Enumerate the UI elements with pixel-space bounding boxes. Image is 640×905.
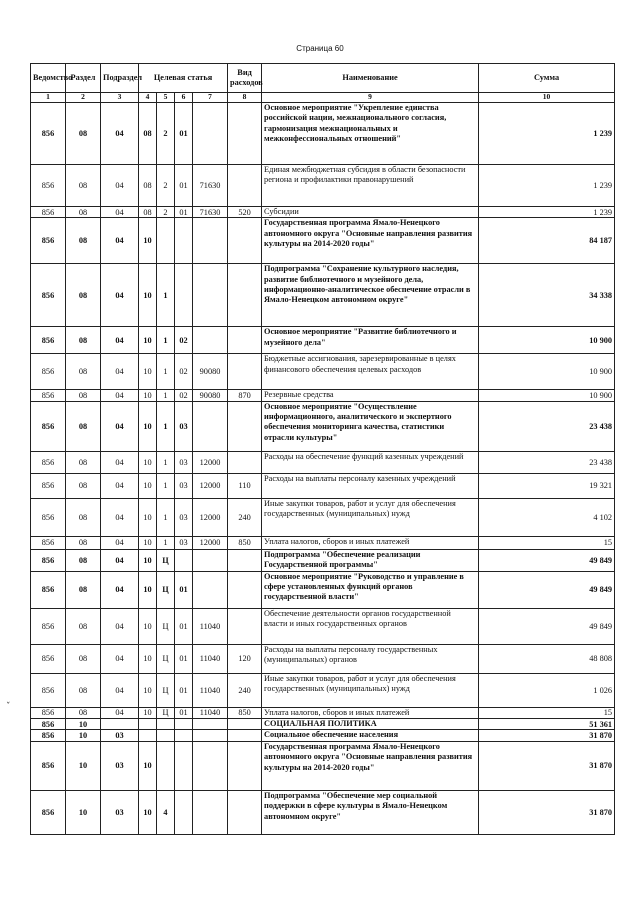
table-row bbox=[31, 790, 615, 834]
target-article-2-cell: Ц bbox=[157, 571, 175, 608]
table-row bbox=[31, 719, 615, 730]
header-name: Наименование bbox=[262, 64, 479, 93]
target-article-2-cell bbox=[157, 730, 175, 741]
target-article-1-cell: 10 bbox=[139, 644, 157, 673]
target-article-2-cell bbox=[157, 218, 175, 264]
amount-cell: 31 870 bbox=[479, 730, 615, 741]
table-row bbox=[31, 390, 615, 401]
expense-type-cell bbox=[228, 730, 262, 741]
target-article-4-cell: 12000 bbox=[193, 536, 228, 549]
target-article-2-cell: Ц bbox=[157, 707, 175, 718]
target-article-1-cell: 10 bbox=[139, 536, 157, 549]
target-article-3-cell bbox=[175, 790, 193, 834]
vedomstvo-cell: 856 bbox=[31, 536, 66, 549]
target-article-2-cell: 1 bbox=[157, 536, 175, 549]
amount-cell: 31 870 bbox=[479, 741, 615, 790]
column-number: 5 bbox=[157, 93, 175, 103]
amount-cell: 1 239 bbox=[479, 103, 615, 165]
vedomstvo-cell: 856 bbox=[31, 218, 66, 264]
target-article-4-cell bbox=[193, 103, 228, 165]
expense-type-cell bbox=[228, 451, 262, 473]
target-article-4-cell: 11040 bbox=[193, 608, 228, 644]
target-article-2-cell: 1 bbox=[157, 390, 175, 401]
amount-cell: 23 438 bbox=[479, 401, 615, 451]
razdel-cell: 08 bbox=[66, 390, 101, 401]
vedomstvo-cell: 856 bbox=[31, 451, 66, 473]
target-article-4-cell bbox=[193, 741, 228, 790]
razdel-cell: 08 bbox=[66, 673, 101, 707]
target-article-2-cell bbox=[157, 741, 175, 790]
table-row bbox=[31, 473, 615, 498]
name-cell: Уплата налогов, сборов и иных платежей bbox=[262, 707, 479, 718]
target-article-2-cell: Ц bbox=[157, 644, 175, 673]
razdel-cell: 08 bbox=[66, 498, 101, 536]
podrazdel-cell: 04 bbox=[101, 498, 139, 536]
target-article-1-cell: 10 bbox=[139, 327, 157, 354]
target-article-1-cell: 10 bbox=[139, 707, 157, 718]
table-row bbox=[31, 451, 615, 473]
podrazdel-cell: 04 bbox=[101, 218, 139, 264]
amount-cell: 10 900 bbox=[479, 354, 615, 390]
table-row bbox=[31, 673, 615, 707]
table-row bbox=[31, 536, 615, 549]
table-row bbox=[31, 707, 615, 718]
amount-cell: 10 900 bbox=[479, 327, 615, 354]
target-article-3-cell bbox=[175, 741, 193, 790]
podrazdel-cell: 04 bbox=[101, 165, 139, 207]
column-number: 6 bbox=[175, 93, 193, 103]
target-article-3-cell: 01 bbox=[175, 644, 193, 673]
expense-type-cell bbox=[228, 741, 262, 790]
target-article-4-cell: 71630 bbox=[193, 207, 228, 218]
amount-cell: 49 849 bbox=[479, 608, 615, 644]
column-number: 4 bbox=[139, 93, 157, 103]
amount-cell: 1 239 bbox=[479, 207, 615, 218]
target-article-4-cell: 11040 bbox=[193, 707, 228, 718]
name-cell: Расходы на выплаты персоналу казенных учреждений bbox=[262, 473, 479, 498]
amount-cell: 15 bbox=[479, 707, 615, 718]
table-row bbox=[31, 498, 615, 536]
amount-cell: 34 338 bbox=[479, 264, 615, 327]
razdel-cell: 10 bbox=[66, 719, 101, 730]
column-number-row bbox=[31, 93, 615, 103]
target-article-1-cell bbox=[139, 730, 157, 741]
razdel-cell: 08 bbox=[66, 207, 101, 218]
target-article-4-cell bbox=[193, 218, 228, 264]
target-article-4-cell bbox=[193, 719, 228, 730]
target-article-1-cell bbox=[139, 719, 157, 730]
name-cell: Государственная программа Ямало-Ненецкого автономного округа "Основные направления развития культуры на 2014-2020 годы" bbox=[262, 741, 479, 790]
vedomstvo-cell: 856 bbox=[31, 327, 66, 354]
column-number: 3 bbox=[101, 93, 139, 103]
table-row bbox=[31, 730, 615, 741]
table-row bbox=[31, 354, 615, 390]
expense-type-cell bbox=[228, 264, 262, 327]
razdel-cell: 08 bbox=[66, 354, 101, 390]
name-cell: Подпрограмма "Обеспечение реализации Государственной программы" bbox=[262, 549, 479, 571]
name-cell: Основное мероприятие "Осуществление информационного, аналитического и экспертного обеспечения мониторинга качества, статистики отрасли культуры" bbox=[262, 401, 479, 451]
table-row bbox=[31, 571, 615, 608]
table-row bbox=[31, 218, 615, 264]
amount-cell: 49 849 bbox=[479, 571, 615, 608]
vedomstvo-cell: 856 bbox=[31, 264, 66, 327]
name-cell: Расходы на обеспечение функций казенных учреждений bbox=[262, 451, 479, 473]
podrazdel-cell: 04 bbox=[101, 390, 139, 401]
table-row bbox=[31, 644, 615, 673]
target-article-2-cell bbox=[157, 719, 175, 730]
target-article-4-cell: 12000 bbox=[193, 451, 228, 473]
target-article-3-cell: 01 bbox=[175, 608, 193, 644]
name-cell: Подпрограмма "Сохранение культурного наследия, развитие библиотечного и музейного дела, информационно-аналитическое обеспечение отрасли в Ямало-Ненецком автономном округе" bbox=[262, 264, 479, 327]
target-article-1-cell: 10 bbox=[139, 549, 157, 571]
target-article-4-cell bbox=[193, 549, 228, 571]
column-number: 7 bbox=[193, 93, 228, 103]
target-article-3-cell bbox=[175, 730, 193, 741]
podrazdel-cell: 04 bbox=[101, 354, 139, 390]
target-article-2-cell: 1 bbox=[157, 327, 175, 354]
target-article-2-cell: 1 bbox=[157, 451, 175, 473]
expense-type-cell bbox=[228, 218, 262, 264]
podrazdel-cell: 04 bbox=[101, 264, 139, 327]
table-row bbox=[31, 608, 615, 644]
vedomstvo-cell: 856 bbox=[31, 354, 66, 390]
target-article-3-cell: 01 bbox=[175, 571, 193, 608]
vedomstvo-cell: 856 bbox=[31, 608, 66, 644]
podrazdel-cell: 04 bbox=[101, 401, 139, 451]
name-cell: Бюджетные ассигнования, зарезервированные в целях финансового обеспечения целевых расходов bbox=[262, 354, 479, 390]
expense-type-cell: 870 bbox=[228, 390, 262, 401]
vedomstvo-cell: 856 bbox=[31, 741, 66, 790]
podrazdel-cell: 04 bbox=[101, 473, 139, 498]
target-article-1-cell: 08 bbox=[139, 165, 157, 207]
razdel-cell: 08 bbox=[66, 549, 101, 571]
razdel-cell: 08 bbox=[66, 473, 101, 498]
amount-cell: 1 026 bbox=[479, 673, 615, 707]
target-article-1-cell: 10 bbox=[139, 354, 157, 390]
name-cell: СОЦИАЛЬНАЯ ПОЛИТИКА bbox=[262, 719, 479, 730]
target-article-3-cell bbox=[175, 264, 193, 327]
table-header-row bbox=[31, 64, 615, 93]
expense-type-cell: 850 bbox=[228, 707, 262, 718]
razdel-cell: 10 bbox=[66, 730, 101, 741]
name-cell: Иные закупки товаров, работ и услуг для обеспечения государственных (муниципальных) нужд bbox=[262, 673, 479, 707]
razdel-cell: 08 bbox=[66, 536, 101, 549]
podrazdel-cell: 03 bbox=[101, 741, 139, 790]
expense-type-cell bbox=[228, 103, 262, 165]
target-article-3-cell: 02 bbox=[175, 354, 193, 390]
target-article-1-cell: 10 bbox=[139, 218, 157, 264]
target-article-1-cell: 10 bbox=[139, 608, 157, 644]
target-article-2-cell: 1 bbox=[157, 401, 175, 451]
name-cell: Уплата налогов, сборов и иных платежей bbox=[262, 536, 479, 549]
target-article-2-cell: 4 bbox=[157, 790, 175, 834]
amount-cell: 19 321 bbox=[479, 473, 615, 498]
target-article-1-cell: 10 bbox=[139, 790, 157, 834]
amount-cell: 31 870 bbox=[479, 790, 615, 834]
expense-type-cell: 110 bbox=[228, 473, 262, 498]
target-article-3-cell: 03 bbox=[175, 401, 193, 451]
expense-type-cell bbox=[228, 327, 262, 354]
vedomstvo-cell: 856 bbox=[31, 644, 66, 673]
target-article-3-cell: 01 bbox=[175, 673, 193, 707]
name-cell: Обеспечение деятельности органов государственной власти и иных государственных органов bbox=[262, 608, 479, 644]
target-article-3-cell: 01 bbox=[175, 207, 193, 218]
podrazdel-cell: 04 bbox=[101, 451, 139, 473]
target-article-2-cell: 1 bbox=[157, 473, 175, 498]
column-number: 1 bbox=[31, 93, 66, 103]
name-cell: Основное мероприятие "Развитие библиотечного и музейного дела" bbox=[262, 327, 479, 354]
target-article-1-cell: 10 bbox=[139, 390, 157, 401]
expense-type-cell bbox=[228, 790, 262, 834]
target-article-4-cell bbox=[193, 790, 228, 834]
target-article-4-cell bbox=[193, 401, 228, 451]
podrazdel-cell: 04 bbox=[101, 549, 139, 571]
vedomstvo-cell: 856 bbox=[31, 673, 66, 707]
target-article-3-cell: 02 bbox=[175, 390, 193, 401]
vedomstvo-cell: 856 bbox=[31, 719, 66, 730]
target-article-4-cell bbox=[193, 571, 228, 608]
target-article-4-cell: 11040 bbox=[193, 644, 228, 673]
target-article-1-cell: 10 bbox=[139, 264, 157, 327]
target-article-4-cell: 12000 bbox=[193, 498, 228, 536]
column-number: 9 bbox=[262, 93, 479, 103]
target-article-3-cell bbox=[175, 549, 193, 571]
razdel-cell: 08 bbox=[66, 401, 101, 451]
target-article-3-cell: 03 bbox=[175, 536, 193, 549]
name-cell: Иные закупки товаров, работ и услуг для обеспечения государственных (муниципальных) нужд bbox=[262, 498, 479, 536]
podrazdel-cell: 04 bbox=[101, 536, 139, 549]
table-row bbox=[31, 207, 615, 218]
amount-cell: 10 900 bbox=[479, 390, 615, 401]
razdel-cell: 08 bbox=[66, 707, 101, 718]
table-body bbox=[31, 103, 615, 835]
target-article-3-cell bbox=[175, 719, 193, 730]
target-article-2-cell: 2 bbox=[157, 165, 175, 207]
podrazdel-cell: 04 bbox=[101, 207, 139, 218]
podrazdel-cell: 04 bbox=[101, 707, 139, 718]
target-article-4-cell: 12000 bbox=[193, 473, 228, 498]
expense-type-cell: 240 bbox=[228, 673, 262, 707]
target-article-1-cell: 08 bbox=[139, 207, 157, 218]
header-expense-type: Вид расходов bbox=[228, 64, 262, 93]
vedomstvo-cell: 856 bbox=[31, 401, 66, 451]
razdel-cell: 08 bbox=[66, 327, 101, 354]
column-number: 8 bbox=[228, 93, 262, 103]
podrazdel-cell: 03 bbox=[101, 730, 139, 741]
expense-type-cell: 240 bbox=[228, 498, 262, 536]
razdel-cell: 08 bbox=[66, 608, 101, 644]
name-cell: Расходы на выплаты персоналу государственных (муниципальных) органов bbox=[262, 644, 479, 673]
target-article-3-cell: 03 bbox=[175, 498, 193, 536]
target-article-2-cell: Ц bbox=[157, 608, 175, 644]
margin-mark: ˇ bbox=[6, 702, 11, 712]
target-article-1-cell: 10 bbox=[139, 571, 157, 608]
target-article-4-cell: 11040 bbox=[193, 673, 228, 707]
razdel-cell: 08 bbox=[66, 218, 101, 264]
target-article-4-cell bbox=[193, 730, 228, 741]
table-row bbox=[31, 549, 615, 571]
header-vedomstvo: Ведомство bbox=[31, 64, 66, 93]
target-article-4-cell bbox=[193, 327, 228, 354]
vedomstvo-cell: 856 bbox=[31, 571, 66, 608]
table-row bbox=[31, 165, 615, 207]
target-article-1-cell: 10 bbox=[139, 498, 157, 536]
header-target-article: Целевая статья bbox=[139, 64, 228, 93]
podrazdel-cell bbox=[101, 719, 139, 730]
podrazdel-cell: 04 bbox=[101, 644, 139, 673]
vedomstvo-cell: 856 bbox=[31, 165, 66, 207]
header-amount: Сумма bbox=[479, 64, 615, 93]
vedomstvo-cell: 856 bbox=[31, 103, 66, 165]
vedomstvo-cell: 856 bbox=[31, 473, 66, 498]
name-cell: Основное мероприятие "Руководство и управление в сфере установленных функций органов государственной власти" bbox=[262, 571, 479, 608]
expense-type-cell bbox=[228, 571, 262, 608]
razdel-cell: 08 bbox=[66, 644, 101, 673]
target-article-4-cell bbox=[193, 264, 228, 327]
target-article-2-cell: Ц bbox=[157, 673, 175, 707]
podrazdel-cell: 04 bbox=[101, 608, 139, 644]
name-cell: Единая межбюджетная субсидия в области безопасности региона и профилактики правонарушений bbox=[262, 165, 479, 207]
name-cell: Подпрограмма "Обеспечение мер социальной поддержки в сфере культуры в Ямало-Ненецком автономном округе" bbox=[262, 790, 479, 834]
header-podrazdel: Подраздел bbox=[101, 64, 139, 93]
expense-type-cell bbox=[228, 165, 262, 207]
expense-type-cell bbox=[228, 354, 262, 390]
amount-cell: 49 849 bbox=[479, 549, 615, 571]
target-article-2-cell: Ц bbox=[157, 549, 175, 571]
target-article-2-cell: 1 bbox=[157, 354, 175, 390]
target-article-2-cell: 1 bbox=[157, 498, 175, 536]
target-article-3-cell: 01 bbox=[175, 103, 193, 165]
expense-type-cell bbox=[228, 719, 262, 730]
target-article-2-cell: 2 bbox=[157, 207, 175, 218]
target-article-3-cell: 02 bbox=[175, 327, 193, 354]
target-article-1-cell: 10 bbox=[139, 473, 157, 498]
amount-cell: 48 808 bbox=[479, 644, 615, 673]
target-article-3-cell: 03 bbox=[175, 473, 193, 498]
target-article-3-cell: 01 bbox=[175, 707, 193, 718]
target-article-1-cell: 10 bbox=[139, 401, 157, 451]
target-article-3-cell: 03 bbox=[175, 451, 193, 473]
target-article-4-cell: 90080 bbox=[193, 390, 228, 401]
table-row bbox=[31, 741, 615, 790]
podrazdel-cell: 04 bbox=[101, 571, 139, 608]
vedomstvo-cell: 856 bbox=[31, 790, 66, 834]
vedomstvo-cell: 856 bbox=[31, 549, 66, 571]
vedomstvo-cell: 856 bbox=[31, 498, 66, 536]
podrazdel-cell: 04 bbox=[101, 673, 139, 707]
name-cell: Резервные средства bbox=[262, 390, 479, 401]
target-article-4-cell: 90080 bbox=[193, 354, 228, 390]
table-row bbox=[31, 401, 615, 451]
name-cell: Субсидии bbox=[262, 207, 479, 218]
target-article-3-cell: 01 bbox=[175, 165, 193, 207]
column-number: 2 bbox=[66, 93, 101, 103]
header-razdel: Раздел bbox=[66, 64, 101, 93]
target-article-4-cell: 71630 bbox=[193, 165, 228, 207]
table-row bbox=[31, 264, 615, 327]
razdel-cell: 08 bbox=[66, 264, 101, 327]
expense-type-cell: 120 bbox=[228, 644, 262, 673]
expense-type-cell bbox=[228, 401, 262, 451]
expense-type-cell bbox=[228, 608, 262, 644]
target-article-1-cell: 10 bbox=[139, 673, 157, 707]
target-article-1-cell: 08 bbox=[139, 103, 157, 165]
razdel-cell: 10 bbox=[66, 790, 101, 834]
razdel-cell: 08 bbox=[66, 451, 101, 473]
table-row bbox=[31, 327, 615, 354]
name-cell: Основное мероприятие "Укрепление единства российской нации, межнационального согласия, гармонизация межнациональных и межконфессиональных отношений" bbox=[262, 103, 479, 165]
amount-cell: 1 239 bbox=[479, 165, 615, 207]
podrazdel-cell: 04 bbox=[101, 103, 139, 165]
vedomstvo-cell: 856 bbox=[31, 207, 66, 218]
target-article-1-cell: 10 bbox=[139, 741, 157, 790]
expense-type-cell bbox=[228, 549, 262, 571]
vedomstvo-cell: 856 bbox=[31, 730, 66, 741]
page-label: Страница 60 bbox=[296, 44, 344, 53]
podrazdel-cell: 03 bbox=[101, 790, 139, 834]
expense-type-cell: 520 bbox=[228, 207, 262, 218]
razdel-cell: 08 bbox=[66, 571, 101, 608]
podrazdel-cell: 04 bbox=[101, 327, 139, 354]
target-article-1-cell: 10 bbox=[139, 451, 157, 473]
budget-table bbox=[30, 63, 615, 835]
vedomstvo-cell: 856 bbox=[31, 390, 66, 401]
table-row bbox=[31, 103, 615, 165]
amount-cell: 15 bbox=[479, 536, 615, 549]
column-number: 10 bbox=[479, 93, 615, 103]
name-cell: Государственная программа Ямало-Ненецкого автономного округа "Основные направления развития культуры на 2014-2020 годы" bbox=[262, 218, 479, 264]
amount-cell: 51 361 bbox=[479, 719, 615, 730]
vedomstvo-cell: 856 bbox=[31, 707, 66, 718]
amount-cell: 84 187 bbox=[479, 218, 615, 264]
target-article-2-cell: 2 bbox=[157, 103, 175, 165]
razdel-cell: 10 bbox=[66, 741, 101, 790]
razdel-cell: 08 bbox=[66, 165, 101, 207]
target-article-2-cell: 1 bbox=[157, 264, 175, 327]
name-cell: Социальное обеспечение населения bbox=[262, 730, 479, 741]
expense-type-cell: 850 bbox=[228, 536, 262, 549]
razdel-cell: 08 bbox=[66, 103, 101, 165]
amount-cell: 4 102 bbox=[479, 498, 615, 536]
amount-cell: 23 438 bbox=[479, 451, 615, 473]
target-article-3-cell bbox=[175, 218, 193, 264]
